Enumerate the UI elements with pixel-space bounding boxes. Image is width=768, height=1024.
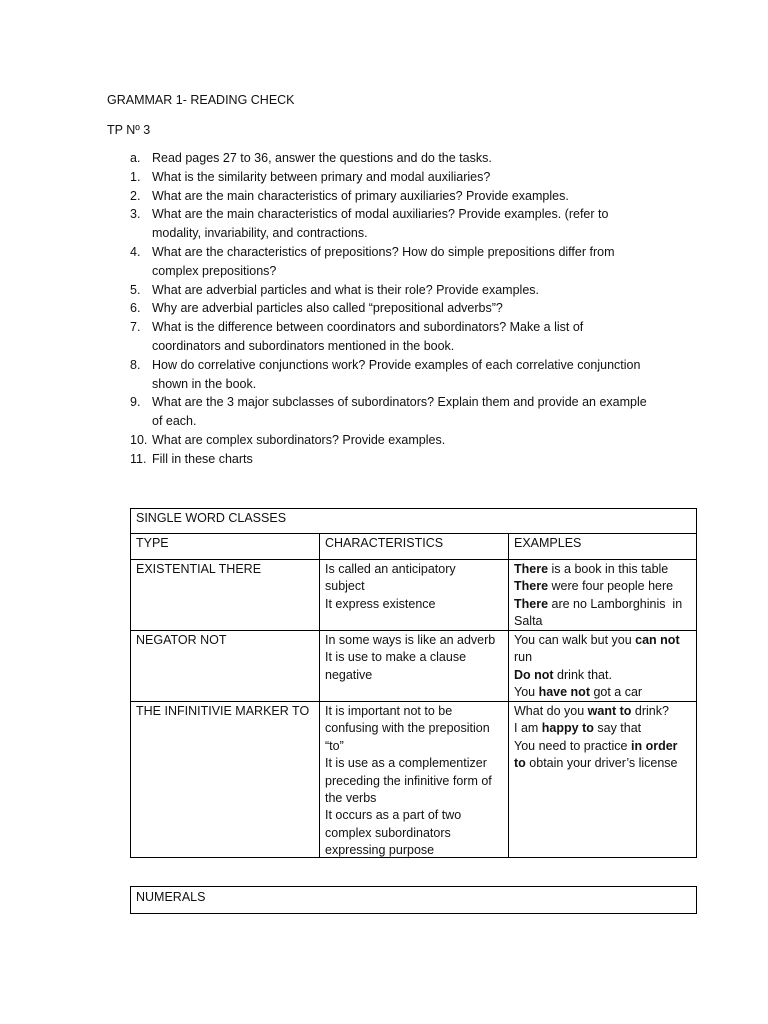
- table-row: [131, 560, 696, 631]
- examples-cell: [508, 560, 696, 630]
- characteristics-line: complex subordinators: [325, 825, 451, 840]
- example-line: [514, 613, 692, 630]
- table-header-row: [131, 534, 696, 560]
- question-item: [130, 299, 730, 318]
- characteristics-line: It occurs as a part of two: [325, 808, 462, 823]
- characteristics-line: the verbs: [325, 791, 377, 806]
- list-marker: 10.: [130, 432, 148, 447]
- table-row: [131, 702, 696, 857]
- list-marker: 8.: [130, 357, 141, 372]
- example-line: [514, 596, 692, 613]
- table-title-row: [131, 509, 696, 534]
- question-line: What is the difference between coordinators and subordinators? Make a list of: [152, 320, 584, 335]
- question-line: What are the main characteristics of primary auxiliaries? Provide examples.: [152, 188, 569, 203]
- question-item: [130, 205, 730, 243]
- numerals-title: NUMERALS: [136, 890, 206, 904]
- bold-example-text: to: [514, 756, 526, 771]
- example-line: [514, 738, 692, 755]
- document-title: GRAMMAR 1- READING CHECK: [107, 93, 295, 107]
- examples-cell: [508, 702, 696, 857]
- question-line: What are the 3 major subclasses of subordinators? Explain them and provide an example: [152, 395, 647, 410]
- bold-example-text: happy to: [541, 721, 594, 736]
- question-line: What are the main characteristics of modal auxiliaries? Provide examples. (refer to: [152, 207, 609, 222]
- bold-example-text: There: [514, 596, 549, 611]
- question-text: [152, 149, 730, 168]
- question-text: [152, 450, 730, 469]
- example-line: [514, 684, 692, 701]
- example-text: drink?: [631, 704, 669, 718]
- header-characteristics: CHARACTERISTICS: [319, 534, 508, 559]
- question-item: [130, 281, 730, 300]
- example-text: obtain your driver’s license: [525, 756, 678, 771]
- header-type: TYPE: [136, 536, 169, 550]
- bold-example-text: in order: [631, 738, 678, 753]
- type-text: NEGATOR NOT: [136, 633, 227, 647]
- characteristics-line: confusing with the preposition: [325, 721, 490, 736]
- example-line: [514, 667, 692, 684]
- characteristics-line: It is use to make a clause: [325, 650, 467, 665]
- bold-example-text: There: [514, 579, 549, 594]
- example-text: I am: [514, 721, 542, 736]
- bold-example-text: Do not: [514, 667, 554, 682]
- question-text: [152, 431, 730, 450]
- list-marker: 6.: [130, 301, 141, 316]
- example-line: [514, 632, 692, 649]
- type-text: THE INFINITIVIE MARKER TO: [136, 704, 310, 718]
- characteristics-line: negative: [325, 667, 373, 682]
- question-item: [130, 356, 730, 394]
- question-line: Fill in these charts: [152, 451, 253, 466]
- characteristics-line: preceding the infinitive form of: [325, 773, 492, 788]
- example-text: Salta: [514, 614, 543, 629]
- question-item: [130, 318, 730, 356]
- bold-example-text: There: [514, 562, 549, 576]
- example-text: What do you: [514, 704, 588, 718]
- example-text: is a book in this table: [548, 562, 669, 576]
- example-text: were four people here: [548, 579, 674, 594]
- question-text: [152, 356, 730, 394]
- example-line: [514, 720, 692, 737]
- question-text: [152, 281, 730, 300]
- question-line: What are the characteristics of prepositions? How do simple prepositions differ from: [152, 244, 615, 259]
- characteristics-cell: [319, 560, 508, 630]
- example-line: [514, 649, 692, 666]
- list-marker: 11.: [130, 451, 147, 466]
- list-marker: 5.: [130, 282, 141, 297]
- characteristics-line: It express existence: [325, 596, 436, 611]
- example-text: say that: [593, 721, 642, 736]
- question-line: How do correlative conjunctions work? Provide examples of each correlative conjunction: [152, 357, 641, 372]
- question-item: [130, 149, 730, 168]
- question-line: of each.: [152, 414, 197, 429]
- example-line: [514, 703, 692, 720]
- question-item: [130, 393, 730, 431]
- example-text: drink that.: [553, 667, 612, 682]
- characteristics-line: “to”: [325, 738, 344, 753]
- example-text: You need to practice: [514, 738, 631, 753]
- characteristics-cell: [319, 702, 508, 857]
- bold-example-text: can not: [635, 633, 680, 647]
- type-cell: [131, 560, 319, 630]
- type-cell: [131, 631, 319, 701]
- question-text: [152, 168, 730, 187]
- example-text: are no Lamborghinis in: [548, 596, 683, 611]
- question-text: [152, 393, 730, 431]
- header-examples: EXAMPLES: [508, 534, 696, 559]
- question-text: [152, 243, 730, 281]
- examples-cell: [508, 631, 696, 701]
- characteristics-line: Is called an anticipatory: [325, 562, 456, 576]
- question-item: [130, 450, 730, 469]
- list-marker: 2.: [130, 188, 141, 203]
- question-line: shown in the book.: [152, 376, 257, 391]
- characteristics-line: It is use as a complementizer: [325, 756, 487, 771]
- question-line: Read pages 27 to 36, answer the questions and do the tasks.: [152, 151, 492, 165]
- question-text: [152, 187, 730, 206]
- list-marker: 9.: [130, 395, 141, 410]
- question-text: [152, 318, 730, 356]
- example-line: [514, 561, 692, 578]
- question-line: What are adverbial particles and what is their role? Provide examples.: [152, 282, 539, 297]
- characteristics-line: expressing purpose: [325, 843, 435, 857]
- question-text: [152, 205, 730, 243]
- example-line: [514, 755, 692, 772]
- example-line: [514, 578, 692, 595]
- question-text: [152, 299, 730, 318]
- example-text: You can walk but you: [514, 633, 636, 647]
- example-text: run: [514, 650, 533, 665]
- numerals-table: [130, 886, 697, 914]
- bold-example-text: want to: [587, 704, 632, 718]
- table-title: SINGLE WORD CLASSES: [136, 511, 287, 525]
- question-line: What is the similarity between primary and modal auxiliaries?: [152, 169, 491, 184]
- table-row: [131, 631, 696, 702]
- characteristics-cell: [319, 631, 508, 701]
- question-list: [130, 149, 730, 469]
- list-marker: 7.: [130, 320, 141, 335]
- example-text: got a car: [589, 685, 643, 700]
- list-marker: 4.: [130, 244, 141, 259]
- characteristics-line: In some ways is like an adverb: [325, 633, 496, 647]
- characteristics-line: subject: [325, 579, 365, 594]
- question-item: [130, 431, 730, 450]
- list-marker: 1.: [130, 169, 141, 184]
- characteristics-line: It is important not to be: [325, 704, 453, 718]
- example-text: You: [514, 685, 539, 700]
- question-line: complex prepositions?: [152, 263, 277, 278]
- type-cell: [131, 702, 319, 857]
- list-marker: 3.: [130, 207, 141, 222]
- question-line: Why are adverbial particles also called “prepositional adverbs”?: [152, 301, 503, 316]
- question-item: [130, 187, 730, 206]
- list-marker: a.: [130, 151, 141, 165]
- question-item: [130, 243, 730, 281]
- single-word-classes-table: [130, 508, 697, 858]
- bold-example-text: have not: [538, 685, 590, 700]
- type-text: EXISTENTIAL THERE: [136, 562, 262, 576]
- question-line: coordinators and subordinators mentioned in the book.: [152, 338, 455, 353]
- document-subtitle: TP Nº 3: [107, 123, 151, 137]
- question-item: [130, 168, 730, 187]
- question-line: What are complex subordinators? Provide examples.: [152, 432, 446, 447]
- question-line: modality, invariability, and contractions.: [152, 226, 368, 241]
